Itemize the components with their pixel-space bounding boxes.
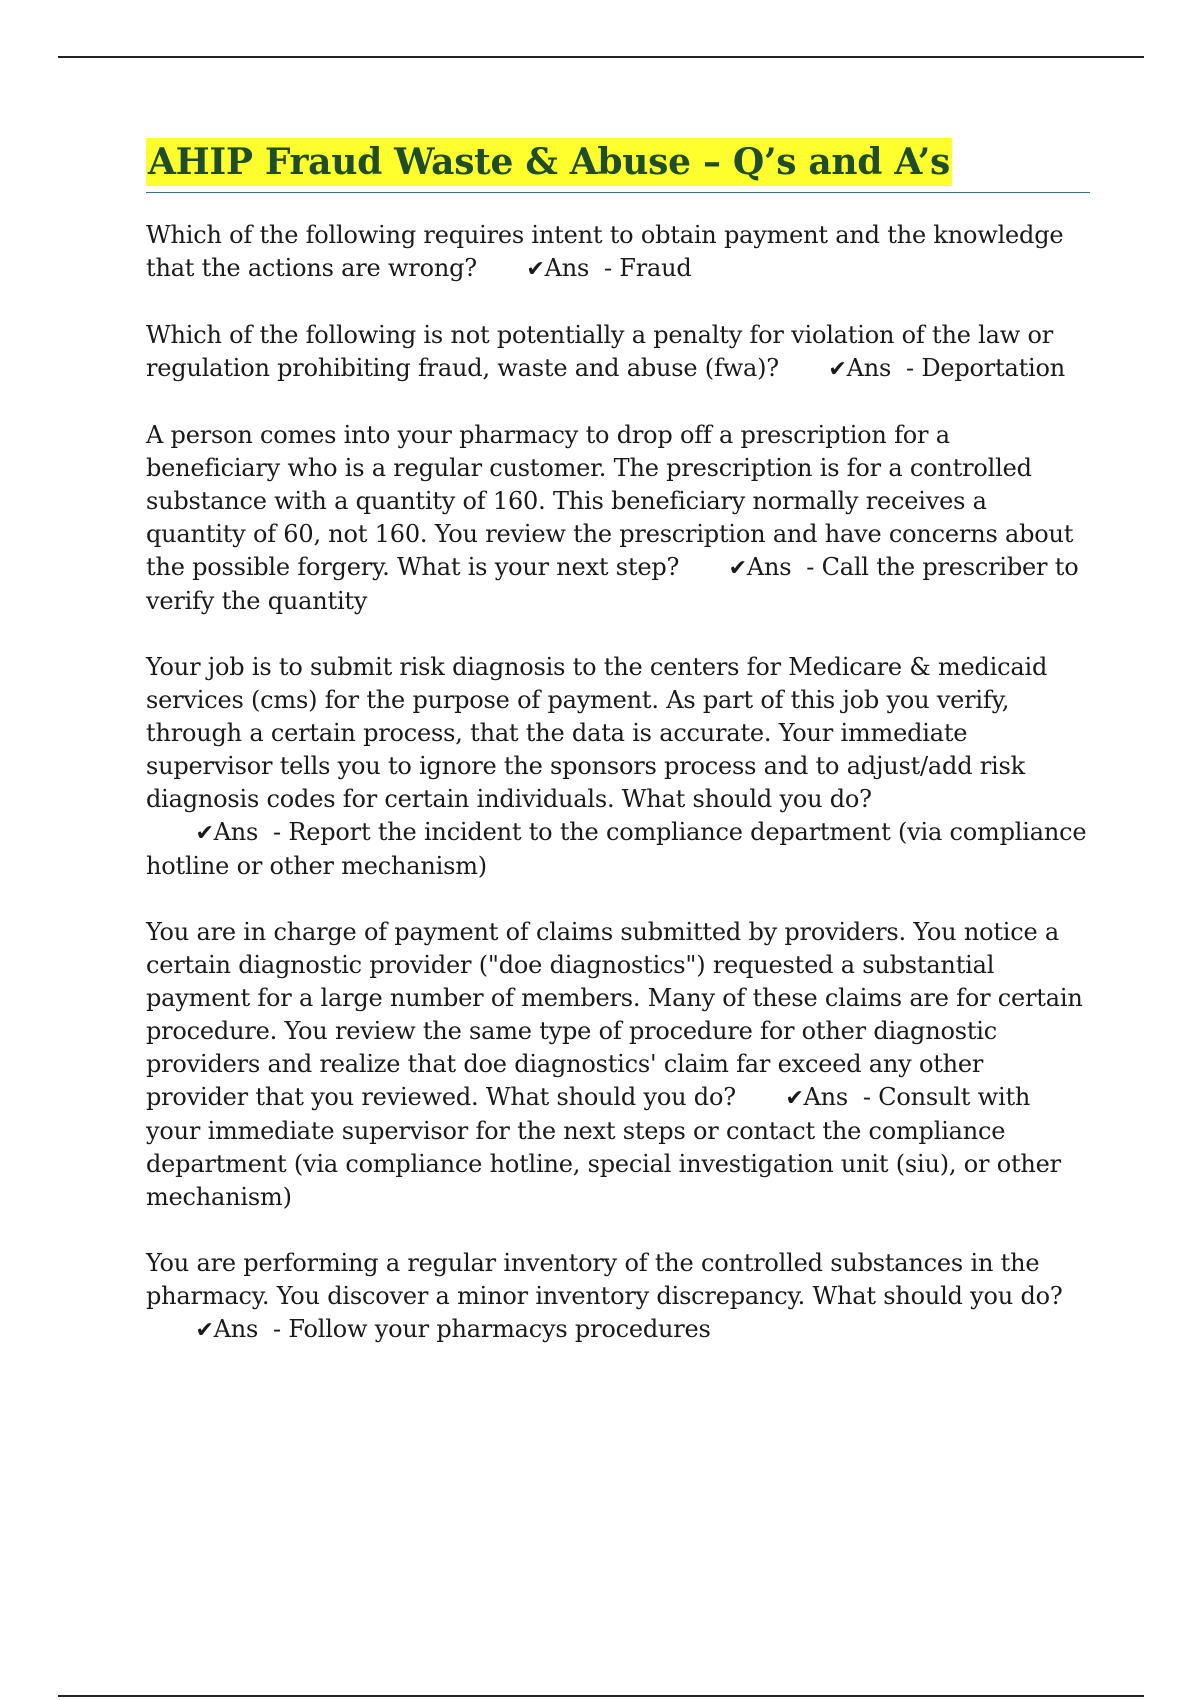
checkmark-icon: ✔ bbox=[828, 357, 847, 382]
qa-item-4 bbox=[146, 651, 1090, 883]
answer-label: Ans - bbox=[213, 1315, 281, 1343]
qa-item-2 bbox=[146, 319, 1090, 386]
top-rule bbox=[58, 56, 1144, 58]
answer-text: Consult with your immediate supervisor for the next steps or contact the compliance department (via compliance hotline, special investigation unit (siu), or other mechanism) bbox=[146, 1083, 1061, 1211]
answer-text: Deportation bbox=[921, 354, 1066, 382]
document-title: AHIP Fraud Waste & Abuse – Q’s and A’s bbox=[146, 138, 952, 186]
qa-item-3 bbox=[146, 419, 1090, 618]
qa-item-5 bbox=[146, 916, 1090, 1214]
question-text: You are in charge of payment of claims submitted by providers. You notice a certain diagnostic provider ("doe diagnostics") requested a substantial payment for a large number of members. Many of these claims are for certain procedure. You review the same type of procedure for other diagnostic providers and realize that doe diagnostics' claim far exceed any other provider that you reviewed. What should you do? bbox=[146, 918, 1083, 1111]
title-block bbox=[146, 138, 1090, 193]
answer-text: Call the prescriber to verify the quantity bbox=[146, 553, 1079, 615]
qa-item-6 bbox=[146, 1247, 1090, 1347]
answer-text: Report the incident to the compliance department (via compliance hotline or other mechanism) bbox=[146, 818, 1087, 880]
checkmark-icon: ✔ bbox=[195, 821, 214, 846]
qa-item-1 bbox=[146, 219, 1090, 286]
answer-label: Ans - bbox=[803, 1083, 871, 1111]
answer-text: Follow your pharmacys procedures bbox=[288, 1315, 711, 1343]
question-text: A person comes into your pharmacy to drop off a prescription for a beneficiary who is a regular customer. The prescription is for a controlled substance with a quantity of 160. This beneficiary normally receives a quantity of 60, not 160. You review the prescription and have concerns about the possible forgery. What is your next step? bbox=[146, 421, 1074, 581]
checkmark-icon: ✔ bbox=[195, 1318, 214, 1343]
checkmark-icon: ✔ bbox=[728, 556, 747, 581]
bottom-rule bbox=[58, 1695, 1144, 1697]
question-text: Your job is to submit risk diagnosis to the centers for Medicare & medicaid services (cms) for the purpose of payment. As part of this job you verify, through a certain process, that the data is accurate. Your immediate supervisor tells you to ignore the sponsors process and to adjust/add risk diagnosis codes for certain individuals. What should you do? bbox=[146, 653, 1048, 813]
question-text: Which of the following is not potentially a penalty for violation of the law or regulation prohibiting fraud, waste and abuse (fwa)? bbox=[146, 321, 1054, 382]
answer-label: Ans - bbox=[544, 254, 612, 282]
checkmark-icon: ✔ bbox=[785, 1086, 804, 1111]
document-body bbox=[146, 138, 1090, 1380]
answer-text: Fraud bbox=[619, 254, 692, 282]
answer-label: Ans - bbox=[746, 553, 815, 581]
checkmark-icon: ✔ bbox=[526, 257, 545, 282]
question-text: Which of the following requires intent to obtain payment and the knowledge that the actions are wrong? bbox=[146, 221, 1064, 282]
question-text: You are performing a regular inventory of the controlled substances in the pharmacy. You discover a minor inventory discrepancy. What should you do? bbox=[146, 1249, 1063, 1310]
answer-label: Ans - bbox=[846, 354, 914, 382]
answer-label: Ans - bbox=[213, 818, 281, 846]
